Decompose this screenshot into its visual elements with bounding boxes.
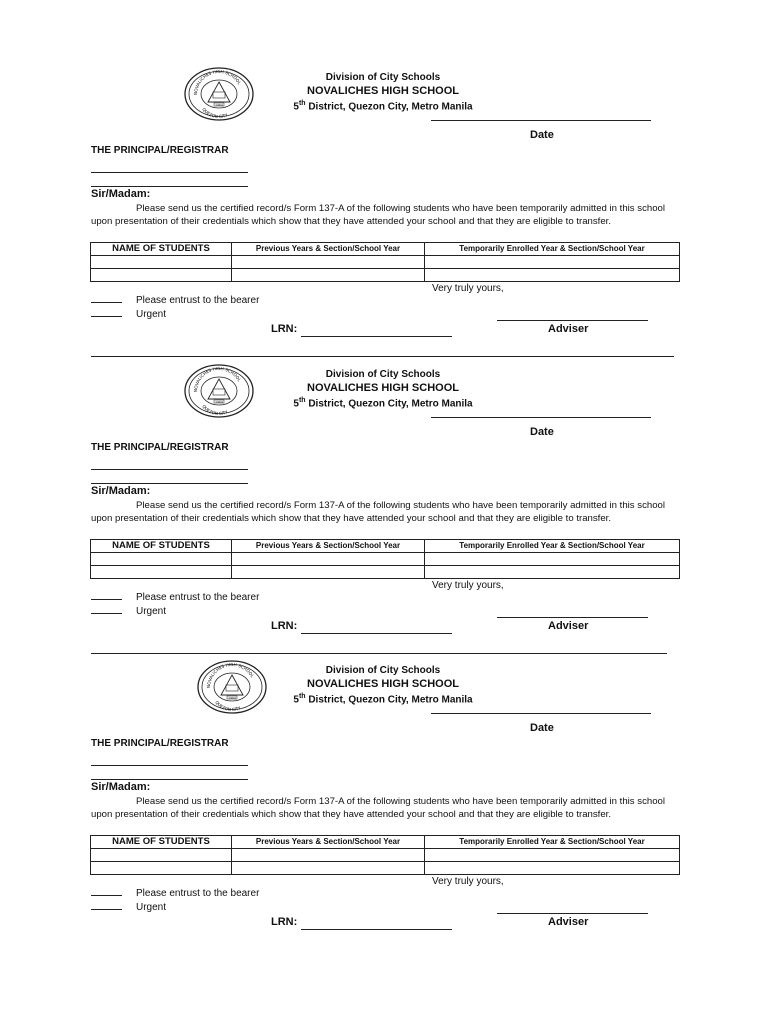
svg-text:1964: 1964 (215, 103, 223, 107)
table-cell[interactable] (425, 269, 680, 282)
cut-line (91, 653, 667, 654)
date-field[interactable] (431, 120, 651, 121)
date-label: Date (530, 722, 554, 734)
table-row (91, 849, 680, 862)
table-cell[interactable] (232, 849, 425, 862)
svg-text:QUEZON CITY: QUEZON CITY (201, 403, 229, 417)
division-heading: Division of City Schools (325, 369, 441, 380)
addressee-line-2[interactable] (91, 186, 248, 187)
request-body: Please send us the certified record/s Form 137-A of the following students who have been temporarily admitted in this school upon presentation of their credentials which show that they have attended your school and that they are eligible to transfer. (91, 203, 666, 227)
table-cell[interactable] (232, 269, 425, 282)
addressee-line-2[interactable] (91, 483, 248, 484)
addressee-label: THE PRINCIPAL/REGISTRAR (91, 442, 229, 453)
table-cell[interactable] (425, 553, 680, 566)
salutation: Sir/Madam: (91, 781, 151, 793)
school-name-heading: NOVALICHES HIGH SCHOOL (307, 85, 459, 97)
table-cell[interactable] (425, 256, 680, 269)
division-heading: Division of City Schools (325, 72, 441, 83)
col-header-name: NAME OF STUDENTS (91, 243, 232, 256)
table-row (91, 269, 680, 282)
table-cell[interactable] (91, 566, 232, 579)
school-seal-logo (183, 67, 255, 121)
table-cell[interactable] (232, 553, 425, 566)
request-body: Please send us the certified record/s Form 137-A of the following students who have been temporarily admitted in this school upon presentation of their credentials which show that they have attended your school and that they are eligible to transfer. (91, 500, 666, 524)
cut-line (91, 356, 674, 357)
svg-text:QUEZON CITY: QUEZON CITY (201, 106, 229, 120)
school-address: 5th District, Quezon City, Metro Manila (293, 100, 473, 113)
date-field[interactable] (431, 713, 651, 714)
option-bearer: Please entrust to the bearer (91, 888, 259, 899)
col-header-enrolled: Temporarily Enrolled Year & Section/School Year (425, 243, 680, 256)
table-row (91, 553, 680, 566)
option-urgent-check-line[interactable] (91, 316, 122, 317)
division-heading: Division of City Schools (325, 665, 441, 676)
closing-text: Very truly yours, (432, 580, 504, 591)
svg-text:1964: 1964 (215, 400, 223, 404)
closing-text: Very truly yours, (432, 283, 504, 294)
lrn-field[interactable] (301, 336, 452, 337)
table-cell[interactable] (91, 862, 232, 875)
request-form-2 (0, 361, 768, 657)
request-form-3 (0, 657, 768, 953)
col-header-enrolled: Temporarily Enrolled Year & Section/School Year (425, 836, 680, 849)
school-name-heading: NOVALICHES HIGH SCHOOL (307, 382, 459, 394)
svg-text:1964: 1964 (228, 696, 236, 700)
option-urgent: Urgent (91, 902, 166, 913)
svg-text:NOVALICHES HIGH SCHOOL: NOVALICHES HIGH SCHOOL (205, 661, 255, 689)
col-header-enrolled: Temporarily Enrolled Year & Section/School Year (425, 540, 680, 553)
option-bearer: Please entrust to the bearer (91, 592, 259, 603)
request-body: Please send us the certified record/s Form 137-A of the following students who have been temporarily admitted in this school upon presentation of their credentials which show that they have attended your school and that they are eligible to transfer. (91, 796, 666, 820)
students-table (90, 539, 680, 579)
addressee-label: THE PRINCIPAL/REGISTRAR (91, 145, 229, 156)
table-cell[interactable] (425, 862, 680, 875)
option-urgent: Urgent (91, 309, 166, 320)
table-cell[interactable] (91, 553, 232, 566)
date-label: Date (530, 129, 554, 141)
col-header-name: NAME OF STUDENTS (91, 836, 232, 849)
adviser-signature-line[interactable] (497, 320, 648, 321)
table-row (91, 862, 680, 875)
table-cell[interactable] (425, 849, 680, 862)
lrn-field[interactable] (301, 633, 452, 634)
col-header-previous: Previous Years & Section/School Year (232, 540, 425, 553)
option-urgent-check-line[interactable] (91, 613, 122, 614)
addressee-line-1[interactable] (91, 469, 248, 470)
option-urgent: Urgent (91, 606, 166, 617)
addressee-line-1[interactable] (91, 172, 248, 173)
table-cell[interactable] (91, 849, 232, 862)
school-address: 5th District, Quezon City, Metro Manila (293, 397, 473, 410)
col-header-previous: Previous Years & Section/School Year (232, 243, 425, 256)
closing-text: Very truly yours, (432, 876, 504, 887)
lrn-label: LRN: (271, 620, 298, 632)
students-table (90, 835, 680, 875)
adviser-label: Adviser (548, 323, 589, 335)
svg-text:NOVALICHES HIGH SCHOOL: NOVALICHES HIGH SCHOOL (192, 365, 242, 393)
option-bearer-check-line[interactable] (91, 302, 122, 303)
table-row (91, 566, 680, 579)
option-bearer-check-line[interactable] (91, 895, 122, 896)
adviser-label: Adviser (548, 620, 589, 632)
addressee-line-2[interactable] (91, 779, 248, 780)
option-bearer-check-line[interactable] (91, 599, 122, 600)
adviser-label: Adviser (548, 916, 589, 928)
date-label: Date (530, 426, 554, 438)
lrn-label: LRN: (271, 323, 298, 335)
addressee-line-1[interactable] (91, 765, 248, 766)
salutation: Sir/Madam: (91, 485, 151, 497)
lrn-field[interactable] (301, 929, 452, 930)
col-header-previous: Previous Years & Section/School Year (232, 836, 425, 849)
school-address: 5th District, Quezon City, Metro Manila (293, 693, 473, 706)
students-table (90, 242, 680, 282)
lrn-label: LRN: (271, 916, 298, 928)
option-urgent-check-line[interactable] (91, 909, 122, 910)
option-bearer: Please entrust to the bearer (91, 295, 259, 306)
table-cell[interactable] (425, 566, 680, 579)
table-row (91, 256, 680, 269)
table-cell[interactable] (232, 256, 425, 269)
col-header-name: NAME OF STUDENTS (91, 540, 232, 553)
svg-text:QUEZON CITY: QUEZON CITY (214, 699, 242, 713)
school-seal-logo (183, 364, 255, 418)
salutation: Sir/Madam: (91, 188, 151, 200)
addressee-label: THE PRINCIPAL/REGISTRAR (91, 738, 229, 749)
date-field[interactable] (431, 417, 651, 418)
svg-text:NOVALICHES HIGH SCHOOL: NOVALICHES HIGH SCHOOL (192, 68, 242, 96)
table-cell[interactable] (232, 566, 425, 579)
table-cell[interactable] (232, 862, 425, 875)
school-name-heading: NOVALICHES HIGH SCHOOL (307, 678, 459, 690)
table-cell[interactable] (91, 256, 232, 269)
table-cell[interactable] (91, 269, 232, 282)
adviser-signature-line[interactable] (497, 913, 648, 914)
request-form-1 (0, 64, 768, 360)
adviser-signature-line[interactable] (497, 617, 648, 618)
